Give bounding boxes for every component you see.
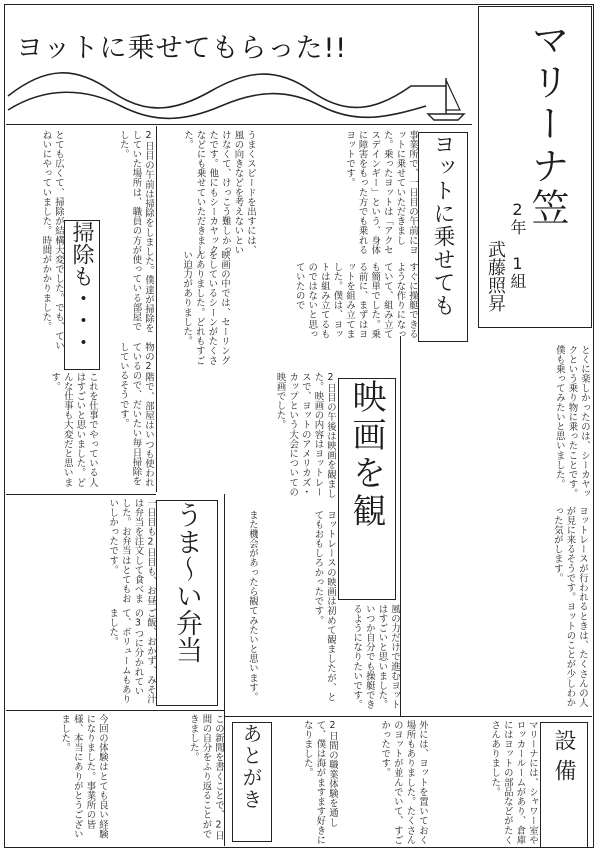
headline-bottom-rule xyxy=(6,124,472,125)
equipment-text-2: 外には、ヨットを置いておく場所もありました。たくさんのヨットが並んでいて、すごかったです。 xyxy=(379,720,428,845)
race-text-1: ヨットレースが行われるときは、たくさんの人が見に来るそうです。ヨットのことが少しわかった気がします。 xyxy=(551,506,588,708)
lunch-text-1: 一日目も2日目も、お昼は弁当を注文して食べました。お弁当はとてもおいしかったです。 xyxy=(107,498,156,606)
lunch-left-divider xyxy=(224,494,225,846)
afterword-title: あとがき xyxy=(239,723,263,811)
movie-text-3: ヨットレースの映画は初めて観ましたが、とてもおもしろかったです。 xyxy=(312,510,336,702)
cleaning-text-2: 物の2階で、部屋はいつも使われているので、だいたい毎日掃除をしているそうです。 xyxy=(117,342,154,488)
afterword-text-2: この新聞を書くことで、2日間の自分をふり返ることができました。 xyxy=(187,714,224,841)
cleaning-text-4: これを仕事でやっている人はすごいと思いました。どんな仕事も大変だと思います。 xyxy=(49,372,98,488)
cleaning-text-1: 2日目の午前は掃除をしました。僕達が掃除をしていた場所は、職員の方が使っている部屋でした。 xyxy=(117,130,154,333)
class-label: 2年 1組 xyxy=(508,200,527,289)
yacht-text-2: すぐに操艇できるような作りになっていて、組み立ても簡単でした。乗る前に、まずはヨットを組み立てました。僕は、ヨットは組み立てるものではないと思っていたので xyxy=(293,262,418,339)
movie-race-divider xyxy=(400,336,401,716)
equipment-title-box xyxy=(540,722,588,848)
movie-title-box xyxy=(338,378,396,600)
lunch-title: うま〜い弁当 xyxy=(171,501,202,663)
lunch-bottom-rule xyxy=(6,710,224,711)
movie-text-4: また機会があったら観てみたいと思います。 xyxy=(247,510,258,702)
yacht-title: ヨットに乗せても xyxy=(430,133,455,317)
equipment-title: 設備 xyxy=(551,729,576,789)
afterword-text-3: 今回の体験はとても良い経験になりました。事業所の皆様、本当にありがとうございました。 xyxy=(59,714,108,839)
paper-name: マリーナ笠 xyxy=(525,20,569,230)
race-text-2: 風の力だけで進むヨットはすごいと思いました。いつか自分でも操艇できるようになりたいです。 xyxy=(351,604,400,710)
cleaning-title: 掃除も・・・ xyxy=(69,221,94,353)
cleaning-yacht-divider xyxy=(156,126,157,492)
bottom-section-rule xyxy=(224,716,592,717)
movie-text-1: 2日目の午後は映画を観ました。映画の内容はヨットレースで、ヨットのアメリカズ・カップという大会についての映画でした。 xyxy=(274,372,336,499)
author-name: 武藤照昇 xyxy=(485,240,506,312)
lunch-title-box xyxy=(156,500,218,706)
afterword-text-1: 2日間の職業体験を通して、僕は海がますます好きになりました。 xyxy=(301,720,338,845)
headline-banner xyxy=(6,6,470,124)
cleaning-text-3: とても広くて、掃除が結構大変でした。でも、ていねいにやっていました。時間がかかりました。 xyxy=(40,130,64,351)
yacht-text-4: うまくスピードを出すには、風の向きなどを考えないといけなくて、けっこう難しかったです。他にもシーカヤックなどにも乗せていただきました。 xyxy=(182,130,256,255)
yacht-text-5: とくに楽しかったのは、シーカヤックという乗り物に乗ったことです。僕も乗ってみたいと思いました。 xyxy=(553,345,590,499)
yacht-title-box xyxy=(418,132,468,342)
lunch-text-2: ご飯、おかず、みそ汁の3つに分かれていて、ボリュームもありました。 xyxy=(107,608,156,704)
movie-title: 映画を観 xyxy=(346,379,386,531)
headline: ヨットに乗せてもらった!! xyxy=(16,33,348,64)
wave-and-sailboat-illustration xyxy=(6,6,470,124)
afterword-title-box xyxy=(232,722,272,842)
cleaning-title-box xyxy=(64,220,100,370)
movie-text-2: 映画の中では、セーリングをしているシーンがたくさんありました。どれもすごい迫力がありました。 xyxy=(181,250,230,366)
yacht-text-1: 事業所で、一日目の午前にヨットに乗せていただきました。乗ったヨットは「アクセスデインギー」という、身体に障害をもった方でも乗れるヨットです。 xyxy=(344,130,418,255)
mid-rule-left xyxy=(6,494,156,495)
equipment-text-1: マリーナには、シャワー室やロッカールームがあり、倉庫にはヨットの部品などがたくさんありました。 xyxy=(489,720,538,845)
